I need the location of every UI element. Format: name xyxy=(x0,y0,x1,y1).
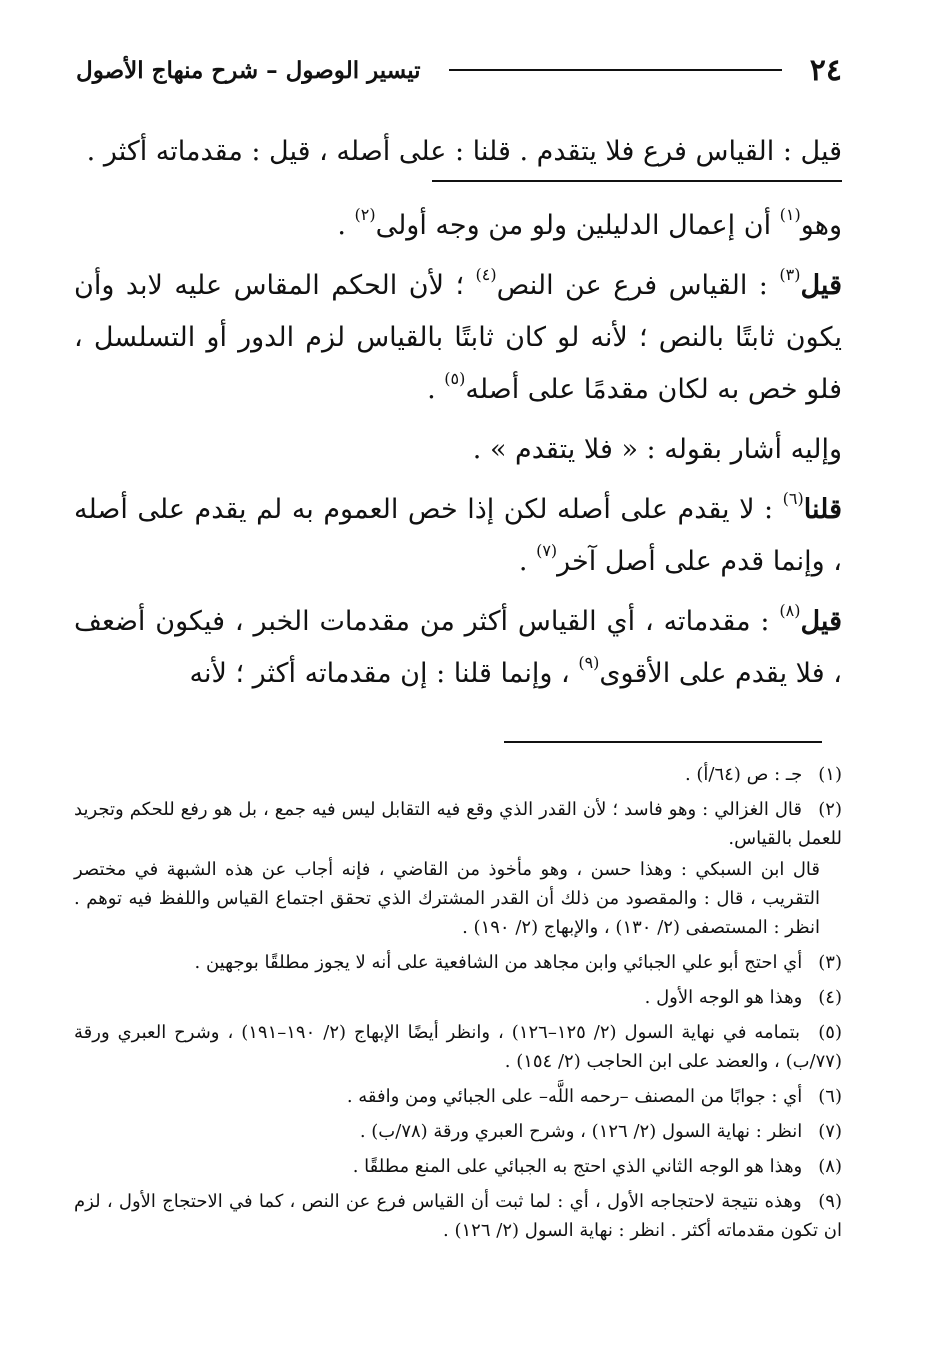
paragraph-3: قيل$^{(٣)}$ : القياس فرع عن النص$^{(٤)}$ ؛ لأن الحكم المقاس عليه لابد وأن يكون ثابتًا بالنص ؛ لأنه لو كان ثابتًا بالقياس لزم الدور أو التسلسل ، فلو خص به لكان مقدمًا على أصله$^{(٥)}$ . xyxy=(74,265,842,405)
footnote-ref-4: (٤) xyxy=(475,265,497,284)
header-rule xyxy=(449,69,782,71)
running-header xyxy=(76,50,842,90)
footnote-3: (٣) أي احتج أبو علي الجبائي وابن مجاهد من الشافعية على أنه لا يجوز مطلقًا بوجهين . xyxy=(194,952,842,973)
main-text xyxy=(74,126,842,708)
keyword-qila: قيل xyxy=(800,270,842,301)
footnote-ref-6: (٦) xyxy=(782,489,804,508)
footnote-separator xyxy=(504,741,822,743)
keyword-qila: قيل xyxy=(800,606,842,637)
footnote-ref-8: (٨) xyxy=(779,601,801,620)
footnote-ref-3: (٣) xyxy=(779,265,801,284)
footnote-ref-1: (١) xyxy=(779,205,801,224)
footnote-8: (٨) وهذا هو الوجه الثاني الذي احتج به الجبائي على المنع مطلقًا . xyxy=(352,1156,842,1177)
paragraph-5: قلنا$^{(٦)}$ : لا يقدم على أصله لكن إذا خص العموم به لم يقدم على أصله ، وإنما قدم على أصل آخر$^{(٧)}$ . xyxy=(74,489,842,577)
footnote-6: (٦) أي : جوابًا من المصنف –رحمه اللَّه– على الجبائي ومن وافقه . xyxy=(346,1086,842,1107)
footnote-ref-5: (٥) xyxy=(444,369,466,388)
page-number: ٢٤ xyxy=(809,52,842,88)
footnote-5: (٥) بتمامه في نهاية السول (٢/ ١٢٥–١٢٦) ، وانظر أيضًا الإبهاج (٢/ ١٩٠–١٩١) ، وشرح العبري ورقة (٧٧/ب) ، والعضد على ابن الحاجب (٢/ ١٥٤) . xyxy=(74,1022,842,1072)
footnote-ref-2: (٢) xyxy=(354,205,376,224)
footnote-9: (٩) وهذه نتيجة لاحتجاجه الأول ، أي : لما ثبت أن القياس فرع عن النص ، كما في الاحتجاج الأول ، لزم ان تكون مقدماته أكثر . انظر : نهاية السول (٢/ ١٢٦) . xyxy=(74,1191,842,1241)
running-title: تيسير الوصول – شرح منهاج الأصول xyxy=(76,56,421,84)
matn-separator xyxy=(432,180,842,182)
footnote-ref-9: (٩) xyxy=(578,653,600,672)
paragraph-4: وإليه أشار بقوله : « فلا يتقدم » . xyxy=(472,434,842,465)
footnote-ref-7: (٧) xyxy=(536,541,558,560)
footnote-4: (٤) وهذا هو الوجه الأول . xyxy=(644,987,842,1008)
footnotes xyxy=(74,760,842,1251)
paragraph-2: وهو$^{(١)}$ أن إعمال الدليلين ولو من وجه أولى$^{(٢)}$ . xyxy=(337,205,842,241)
footnote-2-continued: قال ابن السبكي : وهذا حسن ، وهو مأخوذ من القاضي ، فإنه أجاب عن هذه الشبهة في مختصر التقريب ، قال : والمقصود من ذلك أن القدر المشترك الذي تحقق اجتماع القياس واللفظ فيه توهم . انظر : المستصفى (٢/ ١٣٠) ، والإبهاج (٢/ ١٩٠) . xyxy=(74,859,820,938)
footnote-1: (١) جـ : ص (٦٤/أ) . xyxy=(684,764,842,785)
keyword-qulna: قلنا xyxy=(803,494,842,525)
footnote-7: (٧) انظر : نهاية السول (٢/ ١٢٦) ، وشرح العبري ورقة (٧٨/ب) . xyxy=(359,1121,842,1142)
paragraph-6: قيل$^{(٨)}$ : مقدماته ، أي القياس أكثر من مقدمات الخبر ، فيكون أضعف ، فلا يقدم على الأقوى$^{(٩)}$ ، وإنما قلنا : إن مقدماته أكثر ؛ لأنه xyxy=(74,601,842,689)
matn-quote: قيل : القياس فرع فلا يتقدم . قلنا : على أصله ، قيل : مقدماته أكثر . xyxy=(86,136,842,167)
footnote-2: (٢) قال الغزالي : وهو فاسد ؛ لأن القدر الذي وقع فيه التقابل ليس فيه جمع ، بل هو رفع للحكم وتجريد للعمل بالقياس. xyxy=(74,799,842,849)
